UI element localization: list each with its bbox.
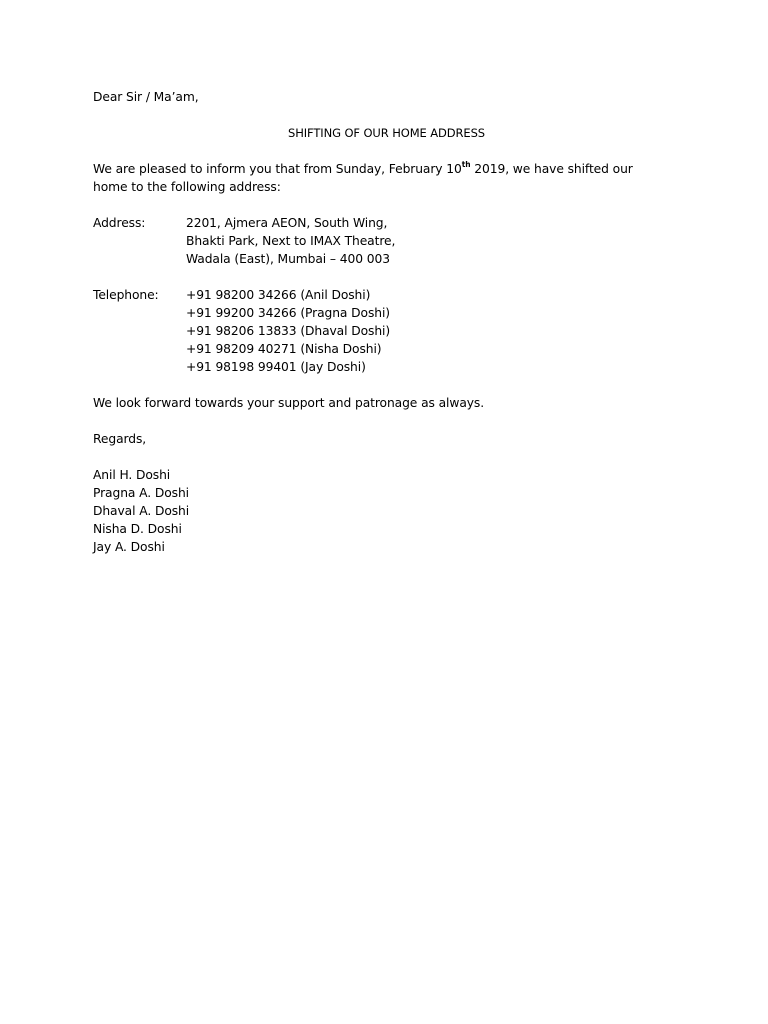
intro-line-2: home to the following address: — [93, 180, 281, 194]
salutation: Dear Sir / Ma’am, — [93, 90, 199, 104]
regards: Regards, — [93, 432, 147, 446]
signatory-name: Jay A. Doshi — [93, 540, 165, 554]
subject-line: SHIFTING OF OUR HOME ADDRESS — [288, 126, 485, 140]
signatory-name: Pragna A. Doshi — [93, 486, 189, 500]
telephone-line: +91 98198 99401 (Jay Doshi) — [186, 360, 366, 374]
signatory-name: Anil H. Doshi — [93, 468, 171, 482]
spacer — [93, 196, 693, 214]
telephone-label: Telephone: — [93, 288, 159, 302]
intro-line-1 — [93, 160, 693, 178]
intro-text-part1: We are pleased to inform you that from Sunday, February 10 — [93, 162, 462, 176]
telephone-line: +91 98209 40271 (Nisha Doshi) — [186, 342, 382, 356]
telephone-lines — [186, 286, 693, 376]
signatory-name: Nisha D. Doshi — [93, 522, 182, 536]
address-block — [93, 214, 693, 268]
address-line: Bhakti Park, Next to IMAX Theatre, — [186, 234, 396, 248]
address-lines — [186, 214, 693, 268]
spacer — [93, 106, 693, 124]
signatory-name: Dhaval A. Doshi — [93, 504, 190, 518]
telephone-block — [93, 286, 693, 376]
telephone-line: +91 99200 34266 (Pragna Doshi) — [186, 306, 390, 320]
telephone-line: +91 98206 13833 (Dhaval Doshi) — [186, 324, 391, 338]
intro-text-part2: 2019, we have shifted our — [470, 162, 633, 176]
telephone-line: +91 98200 34266 (Anil Doshi) — [186, 288, 371, 302]
spacer — [93, 376, 693, 394]
letter-body — [93, 88, 693, 556]
address-line: Wadala (East), Mumbai – 400 003 — [186, 252, 390, 266]
address-label: Address: — [93, 216, 146, 230]
spacer — [93, 268, 693, 286]
closing-sentence: We look forward towards your support and patronage as always. — [93, 396, 485, 410]
address-line: 2201, Ajmera AEON, South Wing, — [186, 216, 388, 230]
spacer — [93, 412, 693, 430]
signatory-list — [93, 466, 693, 556]
spacer — [93, 142, 693, 160]
spacer — [93, 448, 693, 466]
intro-ordinal-suffix: th — [461, 160, 471, 169]
